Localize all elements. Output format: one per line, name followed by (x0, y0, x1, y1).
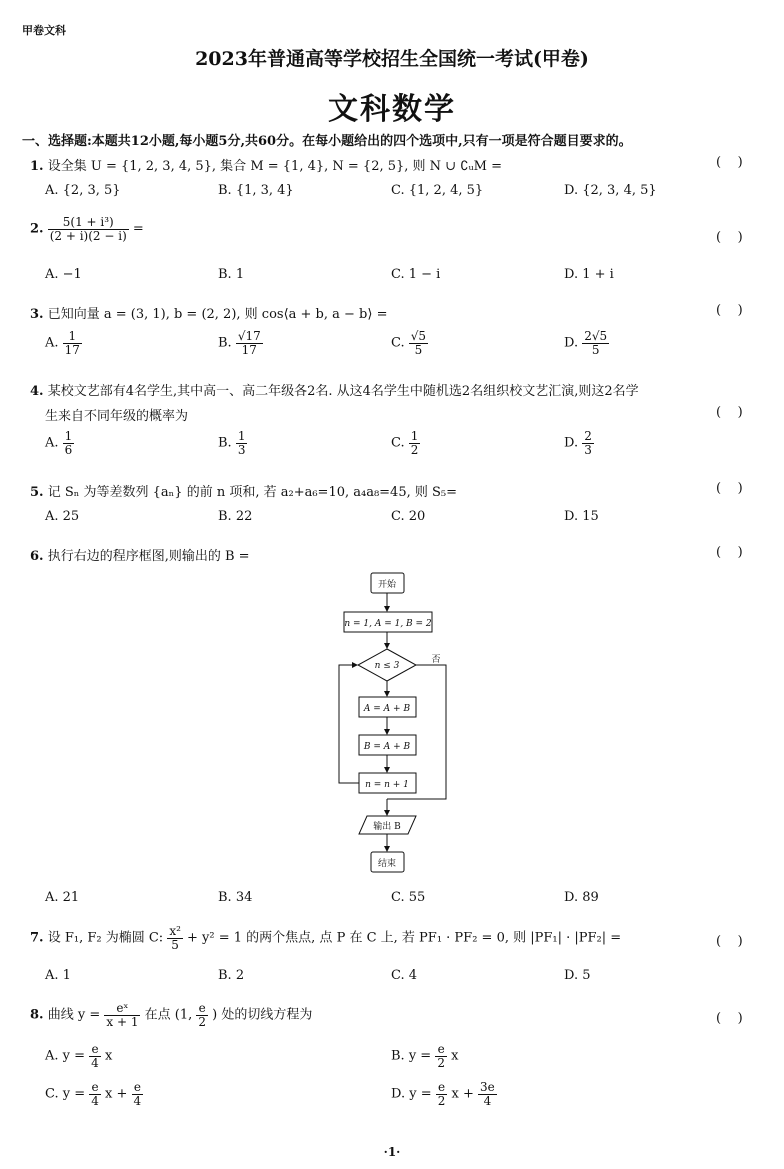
numerator: 2 (584, 429, 592, 443)
option-a: A. 1 (45, 968, 71, 983)
option-label: C. y = (45, 1086, 86, 1102)
fraction (104, 1002, 140, 1028)
denominator: 2 (198, 1014, 206, 1029)
option-c: C. 1 − i (391, 267, 441, 282)
fraction (89, 1081, 101, 1107)
denominator: 5 (171, 937, 179, 952)
option-d: D. 15 (564, 509, 599, 524)
option-label: A. y = (45, 1048, 86, 1064)
question-5 (30, 481, 457, 500)
numerator: e (89, 1081, 101, 1095)
option-a: A. 21 (45, 890, 80, 905)
numerator: 3e (480, 1080, 495, 1094)
denominator: 5 (414, 342, 423, 357)
fraction (409, 330, 428, 356)
question-text: 曲线 y = (47, 1007, 101, 1023)
step-a-label: A = A + B (363, 704, 411, 714)
paper-tag: 甲卷文科 (22, 24, 66, 37)
question-number: 3. (30, 307, 44, 322)
question-2 (30, 216, 144, 242)
fraction (582, 330, 609, 356)
fraction (236, 430, 248, 456)
denominator: x + 1 (106, 1014, 139, 1029)
option-b (218, 430, 247, 456)
numerator: x² (169, 924, 181, 938)
denominator: (2 + i)(2 − i) (49, 228, 127, 243)
fraction (478, 1081, 497, 1107)
option-label: B. y = (391, 1048, 432, 1064)
denominator: 2 (437, 1093, 446, 1108)
option-b: B. 2 (218, 968, 245, 983)
answer-blank: ( ) (716, 303, 743, 318)
option-c (45, 1081, 143, 1107)
option-c: C. 20 (391, 509, 426, 524)
question-6 (30, 545, 250, 564)
numerator: 1 (410, 429, 419, 443)
question-text: ) 处的切线方程为 (212, 1007, 313, 1023)
question-7 (30, 925, 621, 951)
denominator: 4 (133, 1093, 142, 1108)
question-text: 设 F₁, F₂ 为椭圆 C: (47, 930, 164, 946)
option-text: x (104, 1048, 113, 1064)
exam-subtitle: 文科数学 (328, 92, 456, 127)
fraction (435, 1043, 447, 1069)
option-label: B. (218, 335, 232, 351)
answer-blank: ( ) (716, 481, 743, 496)
no-branch-label: 否 (431, 655, 441, 665)
init-label: n = 1, A = 1, B = 2 (344, 619, 432, 629)
numerator: 5(1 + i³) (48, 216, 129, 230)
option-c (391, 430, 420, 456)
fraction (132, 1081, 144, 1107)
denominator: 4 (91, 1055, 99, 1070)
option-a (45, 1043, 112, 1069)
step-n-label: n = n + 1 (365, 780, 409, 790)
option-d (564, 430, 594, 456)
option-label: A. (45, 335, 59, 351)
question-1 (30, 155, 502, 174)
numerator: e (89, 1043, 101, 1057)
option-text: x + (105, 1086, 128, 1102)
numerator: 1 (64, 429, 73, 443)
fraction (582, 430, 594, 456)
denominator: 17 (241, 342, 257, 357)
numerator: √5 (410, 329, 427, 343)
option-a: A. {2, 3, 5} (45, 183, 121, 198)
question-text: 执行右边的程序框图,则输出的 B = (47, 549, 250, 564)
numerator: e (132, 1081, 144, 1095)
answer-blank: ( ) (716, 155, 743, 170)
option-d: D. {2, 3, 4, 5} (564, 183, 657, 198)
denominator: 6 (64, 442, 73, 457)
question-text: 在点 (1, (144, 1007, 193, 1023)
answer-blank: ( ) (716, 545, 743, 560)
numerator: e (435, 1043, 447, 1057)
page-number: ·1· (383, 1145, 401, 1159)
program-flowchart (330, 568, 460, 878)
question-number: 7. (30, 930, 44, 946)
question-4 (30, 380, 639, 399)
equals-sign: = (132, 221, 144, 237)
question-8 (30, 1002, 312, 1028)
numerator: 1 (63, 330, 82, 344)
denominator: 4 (91, 1093, 99, 1108)
option-d: D. 89 (564, 890, 599, 905)
fraction (409, 430, 421, 456)
option-d: D. 5 (564, 968, 591, 983)
option-c: C. {1, 2, 4, 5} (391, 183, 484, 198)
start-label: 开始 (377, 580, 397, 590)
option-b (391, 1043, 458, 1069)
fraction (63, 430, 75, 456)
exam-title: 2023年普通高等学校招生全国统一考试(甲卷) (195, 48, 589, 70)
fraction (236, 330, 263, 356)
option-label: B. (218, 435, 232, 451)
answer-blank: ( ) (716, 230, 743, 245)
denominator: 2 (410, 442, 419, 457)
question-number: 2. (30, 221, 44, 237)
question-number: 8. (30, 1007, 44, 1023)
option-a: A. −1 (45, 267, 82, 282)
option-text: x + (451, 1086, 474, 1102)
option-b: B. 34 (218, 890, 253, 905)
question-number: 4. (30, 384, 44, 399)
numerator: e (436, 1081, 448, 1095)
option-a (45, 330, 82, 356)
fraction (196, 1002, 208, 1028)
question-number: 6. (30, 549, 44, 564)
option-label: D. (564, 435, 579, 451)
option-a: A. 25 (45, 509, 80, 524)
numerator: 1 (237, 429, 246, 443)
question-text: + y² = 1 的两个焦点, 点 P 在 C 上, 若 PF₁ · PF₂ = 0, 则 |PF₁| · |PF₂| = (187, 930, 622, 946)
option-d (564, 330, 609, 356)
condition-label: n ≤ 3 (374, 661, 400, 671)
answer-blank: ( ) (716, 1011, 743, 1026)
fraction (436, 1081, 448, 1107)
option-c: C. 4 (391, 968, 418, 983)
end-label: 结束 (377, 859, 397, 869)
numerator: eˣ (104, 1002, 140, 1016)
option-b: B. 22 (218, 509, 253, 524)
option-d: D. 1 + i (564, 267, 614, 282)
option-b: B. 1 (218, 267, 245, 282)
option-b: B. {1, 3, 4} (218, 183, 294, 198)
fraction (89, 1043, 101, 1069)
option-label: D. (564, 335, 579, 351)
question-number: 1. (30, 159, 44, 174)
question-text: 已知向量 a = (3, 1), b = (2, 2), 则 cos⟨a + b, a − b⟩ = (47, 307, 388, 322)
denominator: 2 (437, 1055, 445, 1070)
question-number: 5. (30, 485, 44, 500)
fraction (48, 216, 129, 242)
fraction (167, 925, 183, 951)
option-c: C. 55 (391, 890, 426, 905)
denominator: 5 (591, 342, 600, 357)
option-text: x (451, 1048, 459, 1064)
option-c (391, 330, 428, 356)
option-b (218, 330, 263, 356)
option-label: A. (45, 435, 59, 451)
step-b-label: B = A + B (363, 742, 411, 752)
question-text: 某校文艺部有4名学生,其中高一、高二年级各2名. 从这4名学生中随机选2名组织校文艺汇演,则这2名学 (47, 384, 639, 399)
option-label: D. y = (391, 1086, 432, 1102)
denominator: 17 (64, 342, 80, 357)
option-d (391, 1081, 497, 1107)
numerator: 2√5 (584, 329, 608, 343)
option-label: C. (391, 435, 405, 451)
denominator: 4 (483, 1093, 492, 1108)
answer-blank: ( ) (716, 405, 743, 420)
answer-blank: ( ) (716, 934, 743, 949)
option-a (45, 430, 74, 456)
question-text: 记 Sₙ 为等差数列 {aₙ} 的前 n 项和, 若 a₂+a₆=10, a₄a₈=45, 则 S₅= (47, 485, 458, 500)
output-label: 输出 B (373, 822, 401, 832)
section-heading: 一、选择题:本题共12小题,每小题5分,共60分。在每小题给出的四个选项中,只有一项是符合题目要求的。 (22, 134, 632, 149)
question-4-line-2: 生来自不同年级的概率为 (45, 409, 189, 424)
fraction (63, 330, 82, 356)
numerator: e (196, 1002, 208, 1016)
question-3 (30, 303, 387, 322)
question-text: 设全集 U = {1, 2, 3, 4, 5}, 集合 M = {1, 4}, N = {2, 5}, 则 N ∪ ∁ᵤM = (47, 159, 503, 174)
denominator: 3 (584, 442, 592, 457)
option-label: C. (391, 335, 405, 351)
numerator: √17 (237, 329, 261, 343)
denominator: 3 (237, 442, 246, 457)
